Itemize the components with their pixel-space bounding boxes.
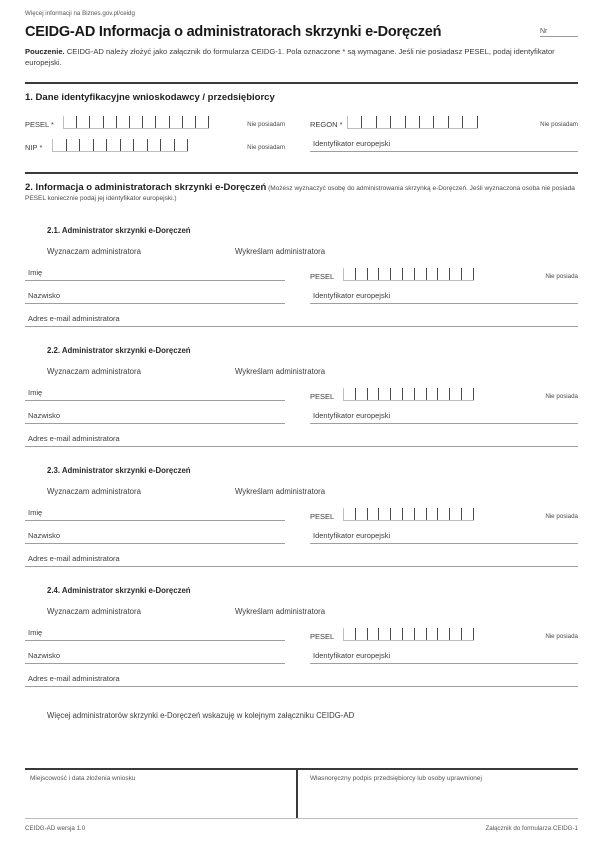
form-number-field[interactable]: Nr [540,28,578,37]
first-name-input[interactable]: Imię [25,385,285,401]
assign-admin-option[interactable]: Wyznaczam administratora [47,486,141,496]
last-name-input[interactable]: Nazwisko [25,408,285,424]
admin-pesel-row [310,625,578,641]
nip-not-have-option[interactable]: Nie posiadam [247,143,285,151]
remove-admin-option[interactable]: Wykreślam administratora [235,366,326,376]
nip-row [25,135,285,152]
section2-annotation: (Możesz wyznaczyć osobę do administrowania skrzynką e-Doręczeń. Jeśli wyznaczona osoba nie posiada PESEL koniecznie podaj jej identyfikator europejski.) [25,184,575,202]
remove-admin-option[interactable]: Wykreślam administratora [235,486,326,496]
first-name-input[interactable]: Imię [25,505,285,521]
nip-input[interactable] [52,139,188,152]
admin-pesel-input[interactable] [343,628,474,641]
admin-pesel-not-have-option[interactable]: Nie posiada [545,272,578,280]
footer-version: CEIDG-AD wersja 1.0 [25,824,86,832]
section1-title: 1. Dane identyfikacyjne wnioskodawcy / przedsiębiorcy [25,91,275,103]
section2-title-block [25,183,578,204]
admin-fields [25,385,578,447]
admin-email-input[interactable]: Adres e-mail administratora [25,311,578,327]
title-row [25,24,578,40]
first-name-input[interactable]: Imię [25,625,285,641]
admin-block [25,226,578,327]
section2-title: 2. Informacja o administratorach skrzynki e-Doręczeń [25,181,267,193]
place-date-field[interactable] [25,770,298,818]
admin-pesel-row [310,385,578,401]
last-name-input[interactable]: Nazwisko [25,288,285,304]
admin-block-heading: 2.2. Administrator skrzynki e-Doręczeń [47,345,191,355]
admin-pesel-not-have-option[interactable]: Nie posiada [545,632,578,640]
admin-pesel-label: PESEL [310,271,335,281]
admin-pesel-label: PESEL [310,391,335,401]
regon-input[interactable] [347,116,478,129]
admin-pesel-input[interactable] [343,508,474,521]
assign-admin-option[interactable]: Wyznaczam administratora [47,606,141,616]
section1-fields [25,112,578,152]
admin-email-input[interactable]: Adres e-mail administratora [25,671,578,687]
admin-eu-identifier-input[interactable]: Identyfikator europejski [310,528,578,544]
admin-email-input[interactable]: Adres e-mail administratora [25,431,578,447]
instruction-note [25,46,578,69]
admin-block-heading: 2.4. Administrator skrzynki e-Doręczeń [47,585,191,595]
remove-admin-option[interactable]: Wykreślam administratora [235,606,326,616]
admin-pesel-label: PESEL [310,511,335,521]
admin-pesel-not-have-option[interactable]: Nie posiada [545,512,578,520]
last-name-input[interactable]: Nazwisko [25,528,285,544]
admin-pesel-row [310,505,578,521]
instruction-note-text: CEIDG-AD należy złożyć jako załącznik do formularza CEIDG-1. Pola oznaczone * są wymagane. Jeśli nie posiadasz PESEL, podaj identyfikator europejski. [25,47,555,68]
admin-pesel-input[interactable] [343,268,474,281]
more-admins-note: Więcej administratorów skrzynki e-Doręczeń wskazuję w kolejnym załączniku CEIDG-AD [47,710,355,720]
admin-fields [25,625,578,687]
first-name-input[interactable]: Imię [25,265,285,281]
section-divider [25,82,578,84]
regon-label: REGON * [310,119,343,129]
place-date-label: Miejscowość i data złożenia wniosku [30,774,136,782]
pesel-label: PESEL * [25,119,54,129]
form-title: CEIDG-AD Informacja o administratorach skrzynki e-Doręczeń [25,24,442,40]
admin-block [25,346,578,447]
pesel-row [25,112,285,129]
admin-pesel-label: PESEL [310,631,335,641]
signature-field[interactable] [298,770,578,818]
signature-label: Własnoręczny podpis przedsiębiorcy lub osoby uprawnionej [310,774,482,782]
admin-pesel-input[interactable] [343,388,474,401]
more-info-link[interactable]: Więcej informacji na Biznes.gov.pl/ceidg [25,10,135,17]
last-name-input[interactable]: Nazwisko [25,648,285,664]
admin-eu-identifier-input[interactable]: Identyfikator europejski [310,648,578,664]
admin-block [25,466,578,567]
admin-eu-identifier-input[interactable]: Identyfikator europejski [310,408,578,424]
admin-options [47,367,578,376]
section-divider [25,172,578,174]
assign-admin-option[interactable]: Wyznaczam administratora [47,366,141,376]
admin-options [47,487,578,496]
admin-fields [25,505,578,567]
admin-block-heading: 2.3. Administrator skrzynki e-Doręczeń [47,465,191,475]
admin-block-heading: 2.1. Administrator skrzynki e-Doręczeń [47,225,191,235]
admin-eu-identifier-input[interactable]: Identyfikator europejski [310,288,578,304]
admin-options [47,247,578,256]
pesel-not-have-option[interactable]: Nie posiadam [247,120,285,128]
admin-email-input[interactable]: Adres e-mail administratora [25,551,578,567]
regon-not-have-option[interactable]: Nie posiadam [540,120,578,128]
remove-admin-option[interactable]: Wykreślam administratora [235,246,326,256]
admin-block [25,586,578,687]
pesel-input[interactable] [63,116,209,129]
nip-label: NIP * [25,142,43,152]
admin-options [47,607,578,616]
instruction-note-lead: Pouczenie. [25,47,65,56]
admin-pesel-row [310,265,578,281]
regon-row [310,112,578,129]
footer [25,825,578,832]
eu-identifier-input[interactable]: Identyfikator europejski [310,136,578,152]
footer-attachment: Załącznik do formularza CEIDG-1 [485,824,578,832]
admin-blocks [25,226,578,687]
assign-admin-option[interactable]: Wyznaczam administratora [47,246,141,256]
admin-pesel-not-have-option[interactable]: Nie posiada [545,392,578,400]
admin-fields [25,265,578,327]
signature-area [25,768,578,819]
